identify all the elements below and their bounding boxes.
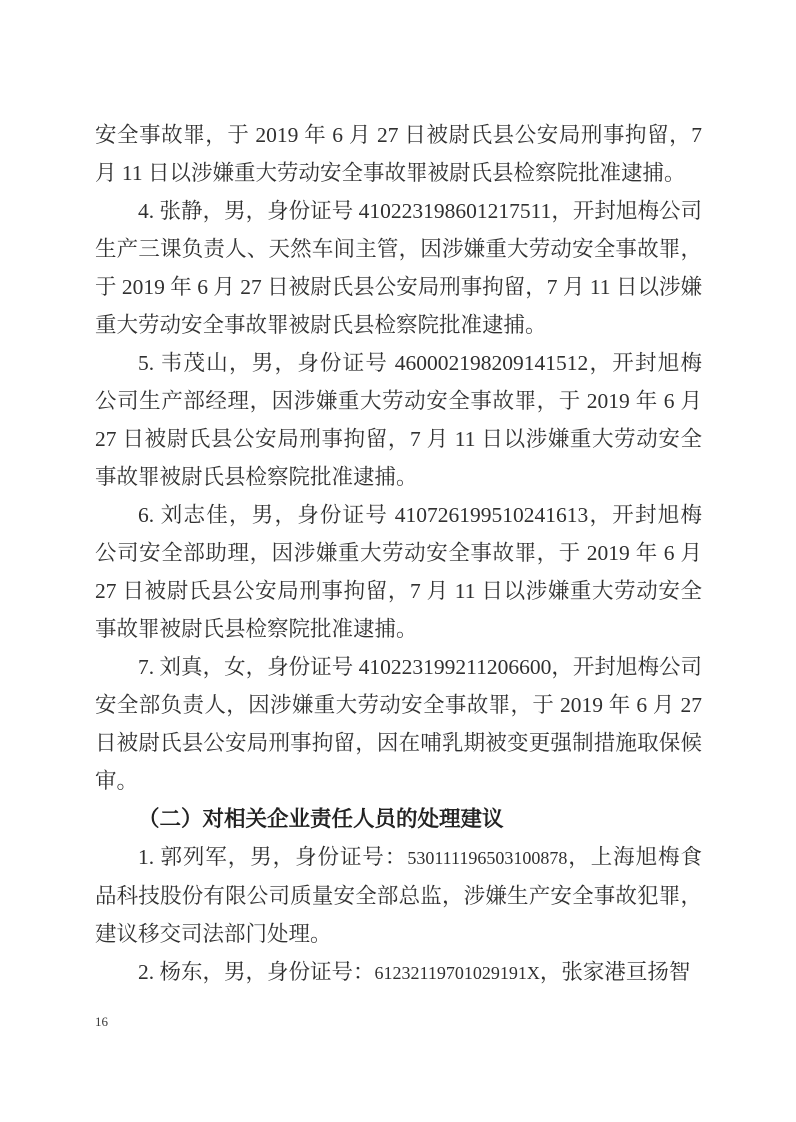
- list-item-6-liuzhijia: 6. 刘志佳，男，身份证号 410726199510241613，开封旭梅公司安全部助理，因涉嫌重大劳动安全事故罪，于 2019 年 6 月 27 日被尉氏县公安局刑事拘留，7 月 11 日以涉嫌重大劳动安全事故罪被尉氏县检察院批准逮捕。: [95, 503, 702, 641]
- list-item-1-suffix: ，上海旭梅食品科技股份有限公司质量安全部总监，涉嫌生产安全事故犯罪，建议移交司法部门处理。: [95, 845, 702, 946]
- list-item-5-weimaoshan: 5. 韦茂山，男，身份证号 460002198209141512，开封旭梅公司生产部经理，因涉嫌重大劳动安全事故罪，于 2019 年 6 月 27 日被尉氏县公安局刑事拘留，7 月 11 日以涉嫌重大劳动安全事故罪被尉氏县检察院批准逮捕。: [95, 351, 702, 489]
- list-item-1-guoliejun: [95, 838, 702, 953]
- list-item-1-id-number: 530111196503100878: [407, 848, 568, 868]
- list-item-2-id-number: 61232119701029191X: [374, 963, 540, 983]
- list-item-1-prefix: 1. 郭列军，男，身份证号：: [138, 845, 408, 869]
- list-item-2-prefix: 2. 杨东，男，身份证号：: [138, 960, 375, 984]
- list-item-2-yangdong: [95, 953, 702, 992]
- paragraph-continuation: 安全事故罪，于 2019 年 6 月 27 日被尉氏县公安局刑事拘留，7 月 11 日以涉嫌重大劳动安全事故罪被尉氏县检察院批准逮捕。: [95, 123, 702, 185]
- list-item-2-suffix: ，张家港亘扬智: [539, 960, 691, 984]
- list-item-7-liuzhen: 7. 刘真，女，身份证号 410223199211206600，开封旭梅公司安全部负责人，因涉嫌重大劳动安全事故罪，于 2019 年 6 月 27 日被尉氏县公安局刑事拘留，因在哺乳期被变更强制措施取保候审。: [95, 655, 702, 793]
- list-item-4-zhangjing: 4. 张静，男，身份证号 410223198601217511，开封旭梅公司生产三课负责人、天然车间主管，因涉嫌重大劳动安全事故罪，于 2019 年 6 月 27 日被尉氏县公安局刑事拘留，7 月 11 日以涉嫌重大劳动安全事故罪被尉氏县检察院批准逮捕。: [95, 199, 702, 337]
- page-number: 16: [95, 1014, 108, 1029]
- document-content: [95, 116, 702, 992]
- section-heading: （二）对相关企业责任人员的处理建议: [138, 807, 504, 831]
